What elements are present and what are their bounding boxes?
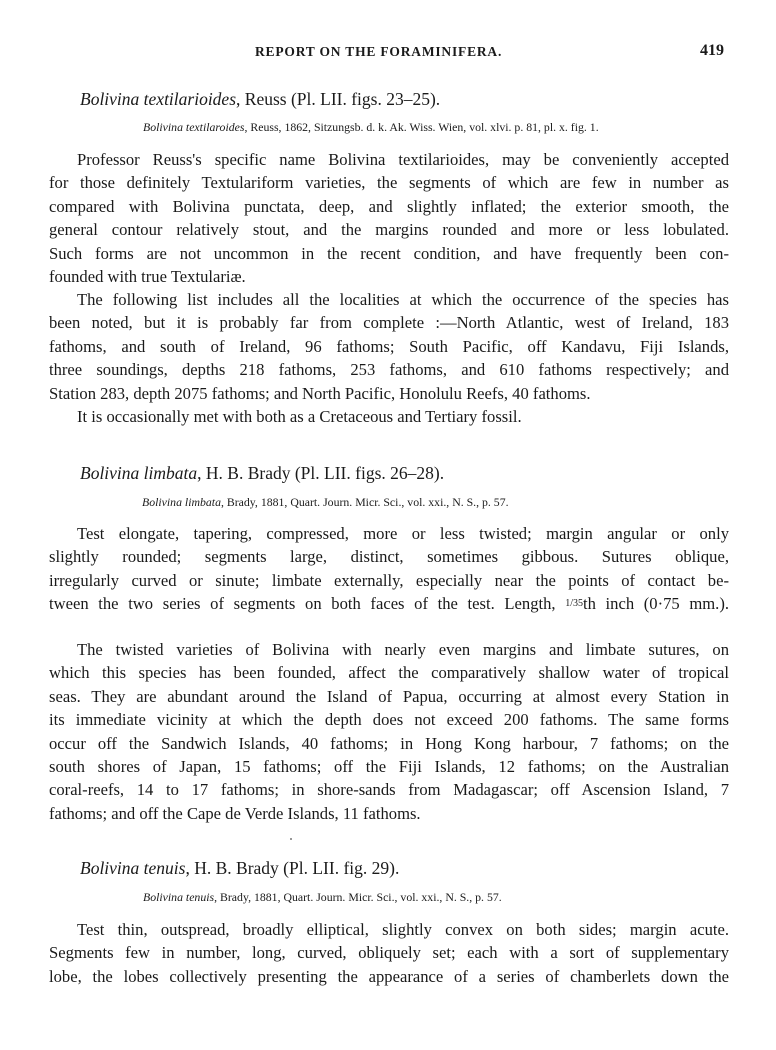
text-line: The following list includes all the localities at which the occurrence of the species has (77, 290, 729, 309)
text-line: irregularly curved or sinute; limbate externally, especially near the points of contact be- (49, 570, 729, 590)
species-name: Bolivina limbata (80, 463, 198, 483)
text-line: occur off the Sandwich Islands, 40 fathoms; in Hong Kong harbour, 7 fathoms; on the (49, 733, 729, 753)
text-line: general contour relatively stout, and the margins rounded and more or less lobulated. (49, 220, 729, 240)
section-heading (80, 462, 760, 484)
heading-authority: , H. B. Brady (Pl. LII. fig. 29). (185, 858, 400, 878)
text-line (49, 592, 729, 615)
text-line: Test thin, outspread, broadly elliptical, slightly convex on both sides; margin acute. (77, 920, 729, 939)
text-line: Test elongate, tapering, compressed, more or less twisted; margin angular or only (77, 524, 729, 543)
text-line: founded with true Textulariæ. (49, 267, 246, 287)
text-line: Professor Reuss's specific name Bolivina textilarioides, may be conveniently accepted (77, 150, 729, 169)
text-line: three soundings, depths 218 fathoms, 253 fathoms, and 610 fathoms respectively; and (49, 360, 729, 380)
citation-reference: , Brady, 1881, Quart. Journ. Micr. Sci., vol. xxi., N. S., p. 57. (220, 495, 509, 509)
text-line: It is occasionally met with both as a Cretaceous and Tertiary fossil. (77, 407, 522, 426)
citation-species: Bolivina tenuis (143, 890, 215, 904)
section-heading (80, 857, 760, 879)
citation-reference: , Reuss, 1862, Sitzungsb. d. k. Ak. Wiss. Wien, vol. xlvi. p. 81, pl. x. fig. 1. (244, 120, 599, 134)
text-line: seas. They are abundant around the Island of Papua, occurring at almost every Station in (49, 686, 729, 706)
text-line: Such forms are not uncommon in the recent condition, and have frequently been con- (49, 243, 729, 263)
paragraph (49, 288, 729, 405)
paragraph (49, 638, 729, 825)
text-line: The twisted varieties of Bolivina with nearly even margins and limbate sutures, on (77, 640, 729, 659)
text-line: which this species has been founded, affect the comparatively shallow water of tropical (49, 663, 729, 683)
fraction: 1/35 (565, 598, 583, 610)
text-line: fathoms; and off the Cape de Verde Islands, 11 fathoms. (49, 803, 421, 823)
paragraph (49, 522, 729, 616)
text-segment: tween the two series of segments on both faces of the test. Length, (49, 594, 566, 614)
synonymy-citation (143, 889, 776, 905)
text-line: Station 283, depth 2075 fathoms; and North Pacific, Honolulu Reefs, 40 fathoms. (49, 383, 591, 403)
text-line: been noted, but it is probably far from complete :—North Atlantic, west of Ireland, 183 (49, 313, 729, 333)
text-line: lobe, the lobes collectively presenting the appearance of a series of chamberlets down the (49, 966, 729, 986)
text-line: Segments few in number, long, curved, obliquely set; each with a sort of supplementary (49, 943, 729, 963)
paragraph (49, 148, 729, 288)
text-line: its immediate vicinity at which the depth does not exceed 200 fathoms. The same forms (49, 710, 729, 730)
section-heading (80, 88, 760, 110)
heading-authority: , Reuss (Pl. LII. figs. 23–25). (236, 89, 441, 109)
paragraph (49, 918, 729, 988)
text-segment: th inch (0·75 mm.). (582, 594, 729, 614)
text-line: compared with Bolivina punctata, deep, and slightly inflated; the exterior smooth, the (49, 196, 729, 216)
running-title: REPORT ON THE FORAMINIFERA. (255, 44, 503, 59)
synonymy-citation (143, 119, 776, 135)
species-name: Bolivina textilarioides (80, 89, 237, 109)
text-line: fathoms, and south of Ireland, 96 fathoms; South Pacific, off Kandavu, Fiji Islands, (49, 336, 729, 356)
page-number: 419 (700, 42, 724, 59)
citation-reference: , Brady, 1881, Quart. Journ. Micr. Sci., vol. xxi., N. S., p. 57. (214, 890, 502, 904)
citation-species: Bolivina textilaroides (143, 120, 245, 134)
heading-authority: , H. B. Brady (Pl. LII. figs. 26–28). (197, 463, 445, 483)
paragraph (49, 405, 729, 428)
text-line: south shores of Japan, 15 fathoms; off the Fiji Islands, 12 fathoms; on the Australian (49, 757, 729, 777)
synonymy-citation (142, 494, 776, 510)
text-line: slightly rounded; segments large, distinct, sometimes gibbous. Sutures oblique, (49, 547, 729, 567)
print-speck (290, 838, 292, 840)
text-line: coral-reefs, 14 to 17 fathoms; in shore-sands from Madagascar; off Ascension Island, 7 (49, 780, 729, 800)
citation-species: Bolivina limbata (142, 495, 221, 509)
species-name: Bolivina tenuis (80, 858, 186, 878)
text-line: for those definitely Textulariform varieties, the segments of which are few in number as (49, 173, 729, 193)
